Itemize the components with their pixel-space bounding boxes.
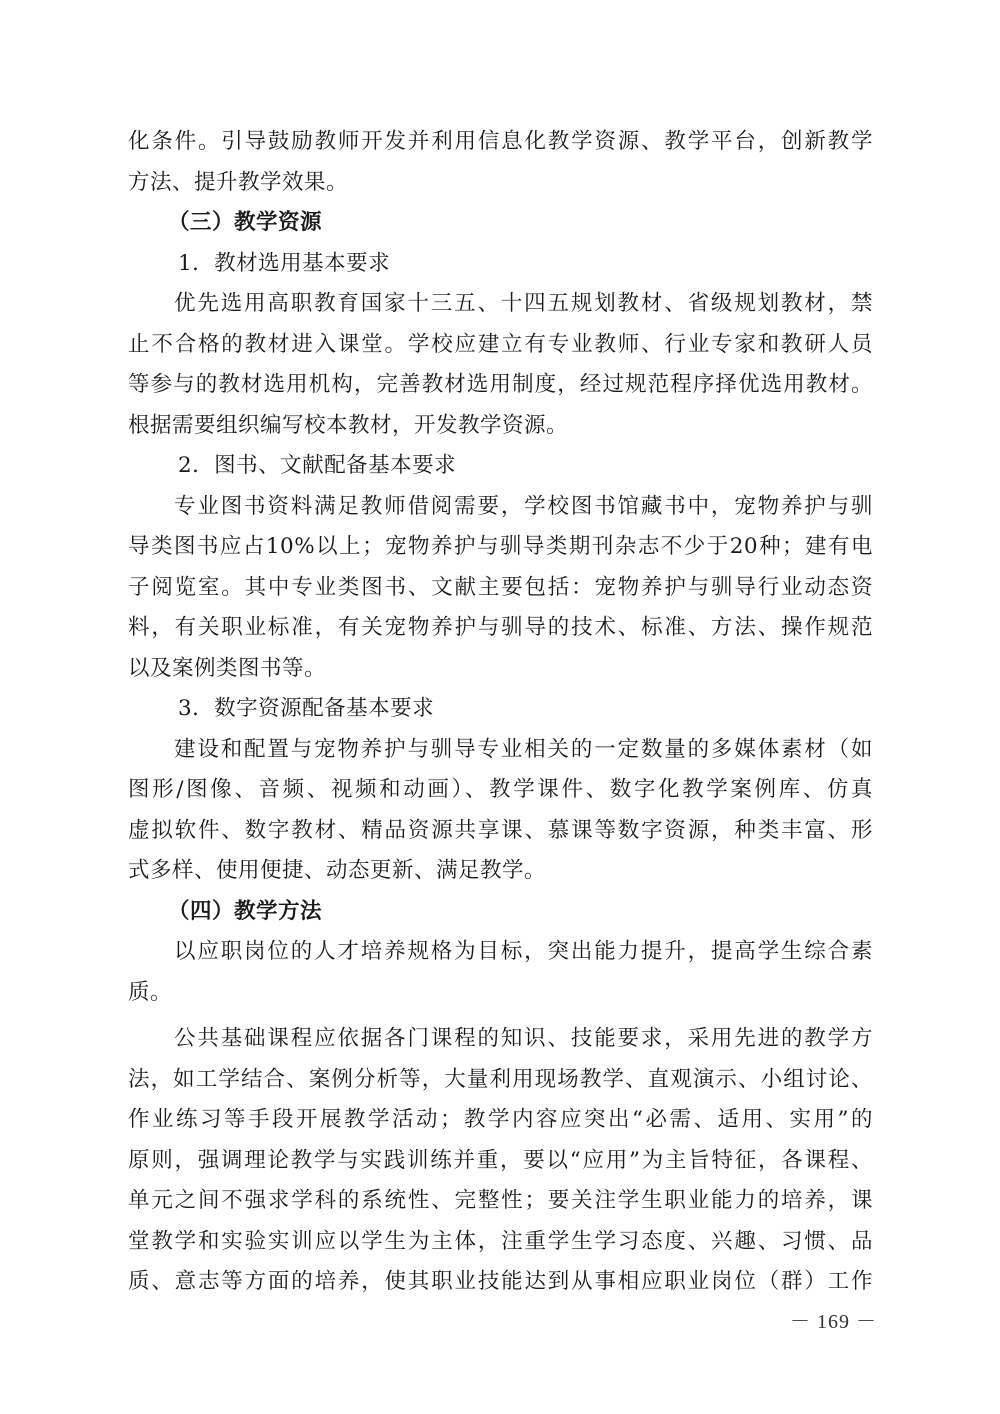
subheading-digital-resources: 3．数字资源配备基本要求 bbox=[178, 696, 435, 721]
text-line: 专业图书资料满足教师借阅需要，学校图书馆藏书中，宠物养护与驯 bbox=[174, 493, 873, 519]
body-text bbox=[128, 122, 873, 1303]
text-line: 质、意志等方面的培养，使其职业技能达到从事相应职业岗位（群）工作 bbox=[128, 1269, 873, 1294]
text-line: 法，如工学结合、案例分析等，大量利用现场教学、直观演示、小组讨论、 bbox=[128, 1066, 873, 1092]
text-line: 优先选用高职教育国家十三五、十四五规划教材、省级规划教材，禁 bbox=[174, 291, 873, 316]
text-line: 堂教学和实验实训应以学生为主体，注重学生学习态度、兴趣、习惯、品 bbox=[128, 1228, 873, 1254]
text-line: 图形/图像、音频、视频和动画）、教学课件、数字化教学案例库、仿真 bbox=[128, 777, 873, 802]
text-line: 以应职岗位的人才培养规格为目标，突出能力提升，提高学生综合素 bbox=[174, 939, 873, 964]
text-line: 导类图书应占10%以上；宠物养护与驯导类期刊杂志不少于20种；建有电 bbox=[128, 534, 873, 559]
text-line: 原则，强调理论教学与实践训练并重，要以“应用”为主旨特征，各课程、 bbox=[128, 1147, 873, 1173]
text-line: 料，有关职业标准，有关宠物养护与驯导的技术、标准、方法、操作规范 bbox=[128, 615, 873, 640]
text-line: 质。 bbox=[128, 979, 173, 1005]
section-heading-teaching-methods: （四）教学方法 bbox=[168, 898, 323, 924]
subheading-library-requirements: 2．图书、文献配备基本要求 bbox=[178, 453, 457, 478]
text-line: 等参与的教材选用机构，完善教材选用制度，经过规范程序择优选用教材。 bbox=[128, 372, 873, 397]
text-line: 建设和配置与宠物养护与驯导专业相关的一定数量的多媒体素材（如 bbox=[174, 736, 873, 762]
text-line: 化条件。引导鼓励教师开发并利用信息化教学资源、教学平台，创新教学 bbox=[128, 129, 873, 154]
page-number: － 169 － bbox=[790, 1311, 877, 1333]
subheading-textbook-selection: 1．教材选用基本要求 bbox=[178, 250, 391, 276]
text-line: 虚拟软件、数字教材、精品资源共享课、慕课等数字资源，种类丰富、形 bbox=[128, 817, 873, 843]
text-line: 作业练习等手段开展教学活动；教学内容应突出“必需、适用、实用”的 bbox=[128, 1107, 873, 1132]
text-line: 子阅览室。其中专业类图书、文献主要包括：宠物养护与驯导行业动态资 bbox=[128, 574, 873, 600]
text-line: 止不合格的教材进入课堂。学校应建立有专业教师、行业专家和教研人员 bbox=[128, 331, 873, 357]
text-line: 根据需要组织编写校本教材，开发教学资源。 bbox=[128, 412, 569, 438]
section-heading-teaching-resources: （三）教学资源 bbox=[168, 210, 323, 235]
text-line: 以及案例类图书等。 bbox=[128, 655, 327, 681]
text-line: 公共基础课程应依据各门课程的知识、技能要求，采用先进的教学方 bbox=[174, 1026, 873, 1051]
text-line: 式多样、使用便捷、动态更新、满足教学。 bbox=[128, 858, 547, 883]
text-line: 单元之间不强求学科的系统性、完整性；要关注学生职业能力的培养，课 bbox=[128, 1188, 873, 1213]
text-line: 方法、提升教学效果。 bbox=[128, 169, 349, 195]
